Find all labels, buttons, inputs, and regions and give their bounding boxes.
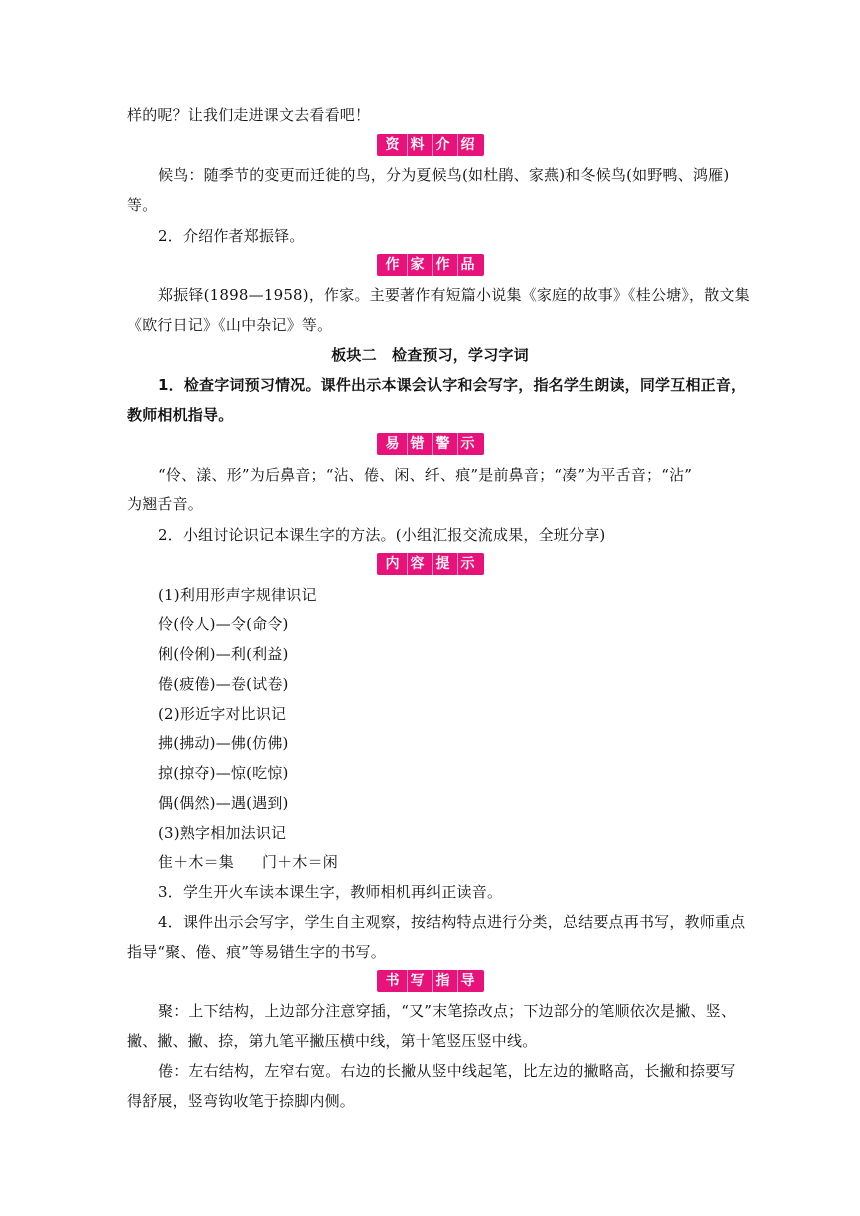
text-line: 等。: [127, 196, 158, 214]
text-line: 教师相机指导。: [127, 406, 234, 424]
text-line: 《欧行日记》《山中杂记》等。: [127, 316, 333, 334]
text-line: 样的呢？让我们走进课文去看看吧！: [127, 106, 371, 124]
text-line: (3)熟字相加法识记: [158, 824, 287, 842]
text-line: 得舒展，竖弯钩收笔于捺脚内侧。: [127, 1092, 356, 1110]
text-line: (2)形近字对比识记: [158, 705, 287, 723]
text-line: 聚：上下结构，上边部分注意穿插，“又”末笔捺改点；下边部分的笔顺依次是撇、竖、: [158, 1002, 737, 1020]
section-heading: 板块二 检查预习，学习字词: [331, 346, 529, 364]
section-badge-hints: 内 容 提 示: [0, 553, 860, 575]
section-badge-materials: 资 料 介 绍: [0, 134, 860, 156]
section-badge-writing: 书 写 指 导: [0, 970, 860, 992]
text-line: 隹＋木＝集 门＋木＝闲: [158, 853, 339, 871]
text-line: 4．课件出示会写字，学生自主观察，按结构特点进行分类，总结要点再书写，教师重点: [158, 913, 746, 931]
section-badge-author: 作 家 作 品: [0, 254, 860, 276]
text-line: 掠(掠夺)—惊(吃惊): [158, 764, 289, 782]
text-line: 撇、撇、撇、捺，第九笔平撇压横中线，第十笔竖压竖中线。: [127, 1032, 538, 1050]
text-line: 拂(拂动)—佛(仿佛): [158, 734, 289, 752]
section-badge-warning: 易 错 警 示: [0, 433, 860, 455]
text-line: 2．介绍作者郑振铎。: [158, 227, 305, 245]
text-line: 伶(伶人)—令(命令): [158, 615, 289, 633]
text-line: 为翘舌音。: [127, 495, 204, 513]
text-line: 倦(疲倦)—卷(试卷): [158, 675, 289, 693]
text-line: 倦：左右结构，左窄右宽。右边的长撇从竖中线起笔，比左边的撇略高，长撇和捺要写: [158, 1062, 736, 1080]
text-line: 指导“聚、倦、痕”等易错生字的书写。: [127, 943, 386, 961]
text-line: 候鸟：随季节的变更而迁徙的鸟，分为夏候鸟(如杜鹃、家燕)和冬候鸟(如野鸭、鸿雁): [158, 166, 730, 184]
text-line: “伶、漾、形”为后鼻音；“沾、倦、闲、纤、痕”是前鼻音；“凑”为平舌音；“沾”: [158, 466, 693, 484]
text-line: 俐(伶俐)—利(利益): [158, 645, 289, 663]
text-line: 偶(偶然)—遇(遇到): [158, 794, 289, 812]
text-line: 1．检查字词预习情况。课件出示本课会认字和会写字，指名学生朗读，同学互相正音，: [158, 376, 747, 394]
text-line: 2．小组讨论识记本课生字的方法。(小组汇报交流成果，全班分享): [158, 526, 606, 544]
text-line: (1)利用形声字规律识记: [158, 586, 317, 604]
text-line: 郑振铎(1898—1958)，作家。主要著作有短篇小说集《家庭的故事》《桂公塘》，散文集: [158, 286, 750, 304]
text-line: 3．学生开火车读本课生字，教师相机再纠正读音。: [158, 883, 503, 901]
